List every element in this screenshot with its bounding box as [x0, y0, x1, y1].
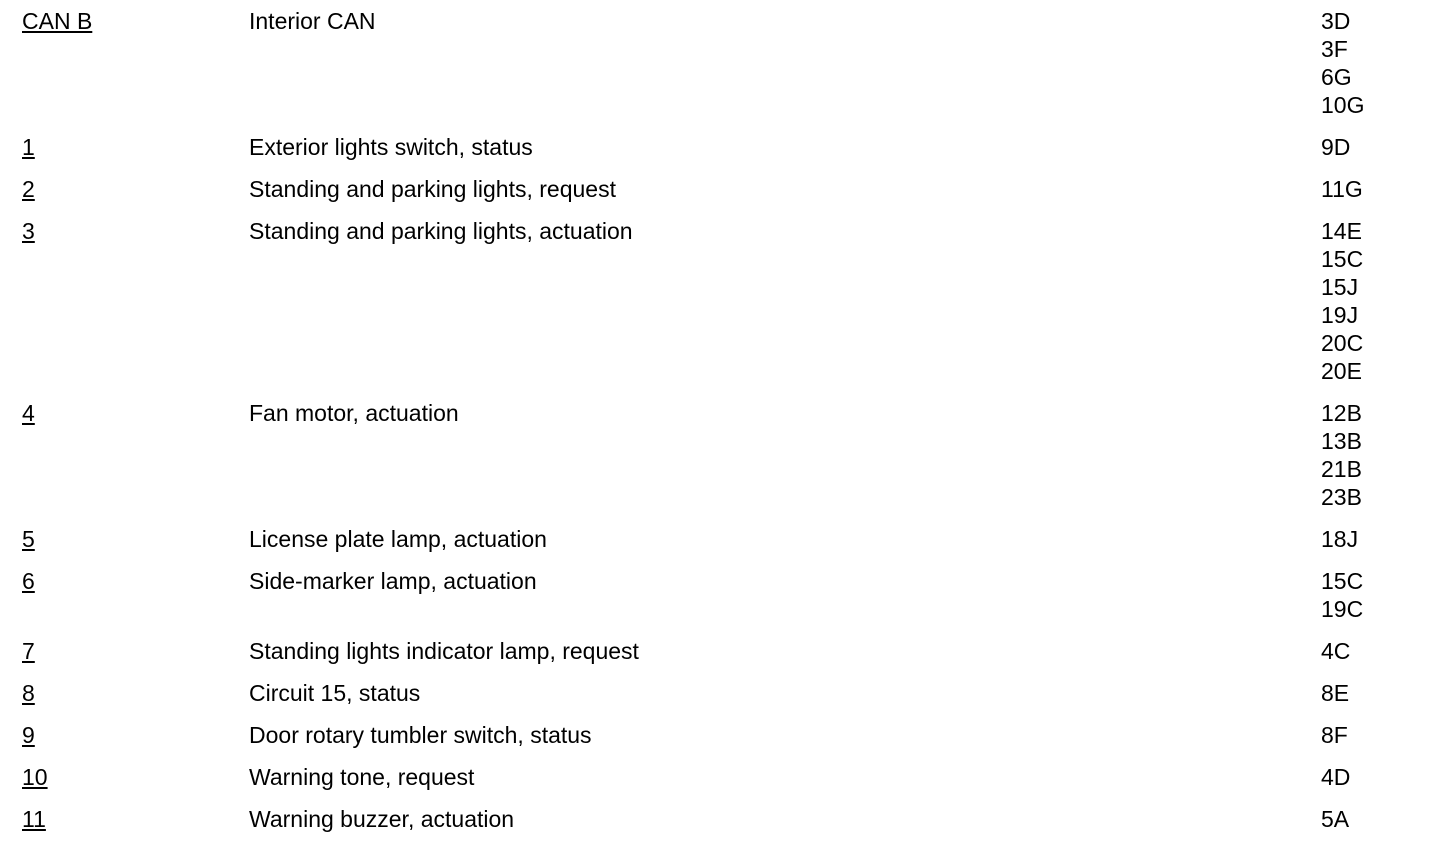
signal-description: Fan motor, actuation [249, 400, 459, 426]
signal-id-link[interactable]: 3 [22, 218, 35, 244]
grid-reference: 6G [1321, 64, 1352, 90]
signal-description: Circuit 15, status [249, 680, 421, 706]
grid-reference-list [1321, 805, 1422, 833]
signal-description: Side-marker lamp, actuation [249, 568, 537, 594]
grid-reference: 9D [1321, 134, 1351, 160]
signal-id-link[interactable]: 4 [22, 400, 35, 426]
legend-row [22, 217, 1422, 385]
legend-row [22, 7, 1422, 119]
signal-description: Standing and parking lights, actuation [249, 218, 633, 244]
legend-row [22, 133, 1422, 161]
signal-id-link[interactable]: 7 [22, 638, 35, 664]
grid-reference: 19J [1321, 302, 1359, 328]
legend-row [22, 525, 1422, 553]
row-id-cell [22, 637, 249, 665]
grid-reference-list [1321, 525, 1422, 553]
grid-reference: 20E [1321, 358, 1362, 384]
grid-reference: 11G [1321, 176, 1363, 202]
grid-reference-list [1321, 637, 1422, 665]
legend-row [22, 679, 1422, 707]
signal-id-link[interactable]: 6 [22, 568, 35, 594]
grid-reference: 5A [1321, 806, 1350, 832]
grid-reference: 12B [1321, 400, 1362, 426]
row-id-cell [22, 399, 249, 427]
signal-id-link[interactable]: 10 [22, 764, 48, 790]
signal-id-link[interactable]: 5 [22, 526, 35, 552]
grid-reference: 4D [1321, 764, 1351, 790]
legend-row [22, 175, 1422, 203]
row-id-cell [22, 175, 249, 203]
grid-reference: 20C [1321, 330, 1364, 356]
grid-reference: 14E [1321, 218, 1362, 244]
row-id-cell [22, 567, 249, 595]
signal-description: License plate lamp, actuation [249, 526, 547, 552]
grid-reference-list [1321, 721, 1422, 749]
legend-row [22, 721, 1422, 749]
signal-id-link[interactable]: 2 [22, 176, 35, 202]
row-id-cell [22, 525, 249, 553]
grid-reference: 8E [1321, 680, 1350, 706]
legend-row [22, 567, 1422, 623]
row-id-cell [22, 133, 249, 161]
grid-reference-list [1321, 217, 1422, 385]
legend-row [22, 805, 1422, 833]
signal-description: Warning buzzer, actuation [249, 806, 515, 832]
grid-reference-list [1321, 679, 1422, 707]
legend-row [22, 637, 1422, 665]
grid-reference: 21B [1321, 456, 1362, 482]
grid-reference: 8F [1321, 722, 1348, 748]
grid-reference: 23B [1321, 484, 1362, 510]
grid-reference-list [1321, 133, 1422, 161]
grid-reference: 3D [1321, 8, 1351, 34]
signal-id-link[interactable]: 8 [22, 680, 35, 706]
grid-reference-list [1321, 763, 1422, 791]
signal-id-link[interactable]: 9 [22, 722, 35, 748]
grid-reference: 15C [1321, 246, 1364, 272]
row-id-cell [22, 217, 249, 245]
grid-reference: 19C [1321, 596, 1364, 622]
signal-description: Warning tone, request [249, 764, 475, 790]
row-id-cell [22, 7, 249, 35]
grid-reference: 10G [1321, 92, 1365, 118]
signal-id-link[interactable]: 11 [22, 806, 46, 832]
row-id-cell [22, 805, 249, 833]
signal-id-link[interactable]: 1 [22, 134, 35, 160]
grid-reference-list [1321, 175, 1422, 203]
grid-reference-list [1321, 567, 1422, 623]
grid-reference: 3F [1321, 36, 1348, 62]
grid-reference-list [1321, 399, 1422, 511]
signal-id-link[interactable]: CAN B [22, 8, 93, 34]
grid-reference-list [1321, 7, 1422, 119]
grid-reference: 18J [1321, 526, 1359, 552]
signal-description: Door rotary tumbler switch, status [249, 722, 592, 748]
signal-legend-table [22, 7, 1422, 847]
row-id-cell [22, 763, 249, 791]
grid-reference: 15J [1321, 274, 1359, 300]
signal-description: Standing and parking lights, request [249, 176, 616, 202]
row-id-cell [22, 679, 249, 707]
grid-reference: 13B [1321, 428, 1362, 454]
signal-description: Standing lights indicator lamp, request [249, 638, 639, 664]
signal-description: Exterior lights switch, status [249, 134, 533, 160]
row-id-cell [22, 721, 249, 749]
signal-description: Interior CAN [249, 8, 376, 34]
legend-row [22, 763, 1422, 791]
legend-row [22, 399, 1422, 511]
grid-reference: 4C [1321, 638, 1351, 664]
grid-reference: 15C [1321, 568, 1364, 594]
